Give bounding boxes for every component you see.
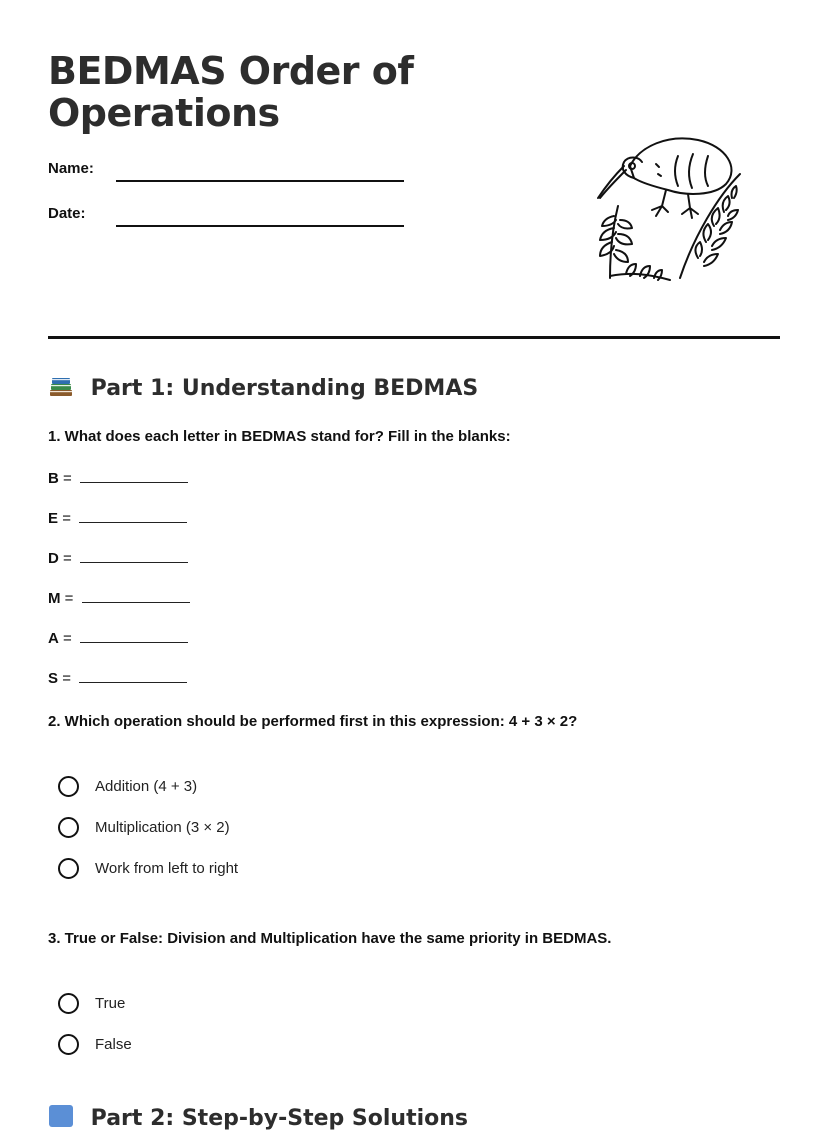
worksheet-page xyxy=(48,0,780,1131)
question-2: 2. Which operation should be performed first in this expression: 4 + 3 × 2? xyxy=(48,713,578,730)
radio-button[interactable] xyxy=(58,1034,79,1055)
blank-row-a[interactable] xyxy=(48,630,188,647)
blank-line[interactable] xyxy=(82,590,190,603)
q2-option-multiplication[interactable] xyxy=(58,817,458,843)
blank-line[interactable] xyxy=(80,470,188,483)
blank-equals: = xyxy=(63,630,72,647)
blank-letter: M xyxy=(48,590,61,607)
page-title xyxy=(48,50,413,134)
option-label: Addition (4 + 3) xyxy=(95,778,198,795)
option-label: Multiplication (3 × 2) xyxy=(95,819,230,836)
blank-letter: D xyxy=(48,550,59,567)
name-label: Name: xyxy=(48,160,94,177)
blank-row-b[interactable] xyxy=(48,470,188,487)
title-line-1: BEDMAS Order of xyxy=(48,49,414,93)
question-1: 1. What does each letter in BEDMAS stand for? Fill in the blanks: xyxy=(48,428,511,445)
blank-equals: = xyxy=(62,510,71,527)
date-write-line[interactable] xyxy=(116,225,404,227)
blank-letter: A xyxy=(48,630,59,647)
blank-line[interactable] xyxy=(79,510,187,523)
blank-letter: E xyxy=(48,510,59,527)
radio-button[interactable] xyxy=(58,858,79,879)
part1-heading-text: Part 1: Understanding BEDMAS xyxy=(90,376,479,401)
blank-equals: = xyxy=(63,470,72,487)
blank-row-d[interactable] xyxy=(48,550,188,567)
date-label: Date: xyxy=(48,205,86,222)
q2-option-addition[interactable] xyxy=(58,776,458,802)
radio-button[interactable] xyxy=(58,776,79,797)
part1-heading xyxy=(48,374,478,401)
q3-option-false[interactable] xyxy=(58,1034,458,1060)
part2-heading-text: Part 2: Step-by-Step Solutions xyxy=(90,1106,469,1131)
blank-equals: = xyxy=(62,670,71,687)
name-field[interactable] xyxy=(48,156,408,186)
date-field[interactable] xyxy=(48,201,408,231)
option-label: Work from left to right xyxy=(95,860,239,877)
radio-button[interactable] xyxy=(58,993,79,1014)
books-icon xyxy=(48,374,74,398)
blank-row-e[interactable] xyxy=(48,510,187,527)
blank-equals: = xyxy=(63,550,72,567)
kiwi-fern-illustration xyxy=(548,126,748,286)
question-3: 3. True or False: Division and Multiplication have the same priority in BEDMAS. xyxy=(48,930,612,947)
radio-button[interactable] xyxy=(58,817,79,838)
blank-line[interactable] xyxy=(79,670,187,683)
blank-equals: = xyxy=(64,590,74,607)
blank-letter: S xyxy=(48,670,59,687)
blank-row-s[interactable] xyxy=(48,670,187,687)
name-write-line[interactable] xyxy=(116,180,404,182)
option-label: True xyxy=(95,995,126,1012)
q3-option-true[interactable] xyxy=(58,993,458,1019)
option-label: False xyxy=(95,1036,132,1053)
header-divider xyxy=(48,336,780,339)
blank-line[interactable] xyxy=(80,550,188,563)
numbers-icon xyxy=(48,1104,74,1128)
blank-row-m[interactable] xyxy=(48,590,190,607)
q2-option-left-to-right[interactable] xyxy=(58,858,458,884)
blank-letter: B xyxy=(48,470,59,487)
blank-line[interactable] xyxy=(80,630,188,643)
title-line-2: Operations xyxy=(48,91,280,135)
